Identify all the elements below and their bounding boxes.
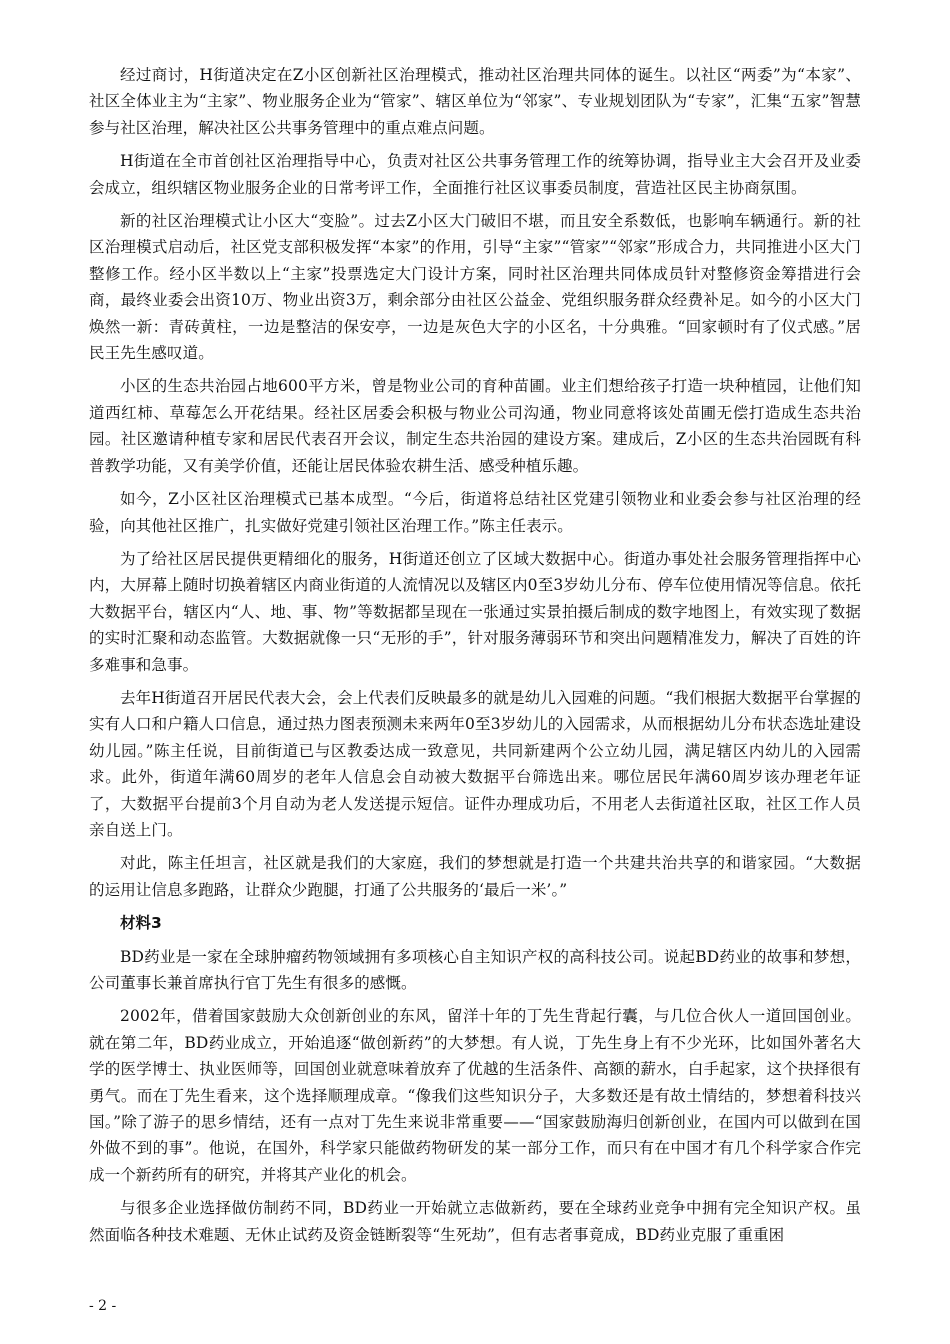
page-number: - 2 - — [89, 1298, 117, 1314]
paragraph: 对此，陈主任坦言，社区就是我们的大家庭，我们的梦想就是打造一个共建共治共享的和谐家园。“大数据的运用让信息多跑路，让群众少跑腿，打通了公共服务的‘最后一米’。” — [89, 854, 861, 899]
document-body — [89, 62, 861, 1255]
paragraph: 去年H街道召开居民代表大会，会上代表们反映最多的就是幼儿入园难的问题。“我们根据大数据平台掌握的实有人口和户籍人口信息，通过热力图表预测未来两年0至3岁幼儿的入园需求，从而根据幼儿分布状态选址建设幼儿园。”陈主任说，目前街道已与区教委达成一致意见，共同新建两个公立幼儿园，满足辖区内幼儿的入园需求。此外，街道年满60周岁的老年人信息会自动被大数据平台筛选出来。哪位居民年满60周岁该办理老年证了，大数据平台提前3个月自动为老人发送提示短信。证件办理成功后，不用老人去街道社区取，社区工作人员亲自送上门。 — [89, 688, 861, 839]
paragraph: H街道在全市首创社区治理指导中心，负责对社区公共事务管理工作的统筹协调，指导业主大会召开及业委会成立，组织辖区物业服务企业的日常考评工作，全面推行社区议事委员制度，营造社区民主协商氛围。 — [89, 152, 861, 197]
section-title: 材料3 — [120, 914, 162, 933]
paragraph: 与很多企业选择做仿制药不同，BD药业一开始就立志做新药，要在全球药业竞争中拥有完全知识产权。虽然面临各种技术难题、无休止试药及资金链断裂等“生死劫”，但有志者事竟成，BD药业克服了重重困 — [89, 1199, 861, 1244]
paragraph: 为了给社区居民提供更精细化的服务，H街道还创立了区域大数据中心。街道办事处社会服务管理指挥中心内，大屏幕上随时切换着辖区内商业街道的人流情况以及辖区内0至3岁幼儿分布、停车位使用情况等信息。依托大数据平台，辖区内“人、地、事、物”等数据都呈现在一张通过实景拍摄后制成的数字地图上，有效实现了数据的实时汇聚和动态监管。大数据就像一只“无形的手”，针对服务薄弱环节和突出问题精准发力，解决了百姓的许多难事和急事。 — [89, 549, 861, 674]
paragraph: 小区的生态共治园占地600平方米，曾是物业公司的育种苗圃。业主们想给孩子打造一块种植园，让他们知道西红柿、草莓怎么开花结果。经社区居委会积极与物业公司沟通，物业同意将该处苗圃无偿打造成生态共治园。社区邀请种植专家和居民代表召开会议，制定生态共治园的建设方案。建成后，Z小区的生态共治园既有科普教学功能，又有美学价值，还能让居民体验农耕生活、感受种植乐趣。 — [89, 377, 861, 475]
paragraph: 新的社区治理模式让小区大“变脸”。过去Z小区大门破旧不堪，而且安全系数低，也影响车辆通行。新的社区治理模式启动后，社区党支部积极发挥“本家”的作用，引导“主家”“管家”“邻家”形成合力，共同推进小区大门整修工作。经小区半数以上“主家”投票选定大门设计方案，同时社区治理共同体成员针对整修资金筹措进行会商，最终业委会出资10万、物业出资3万，剩余部分由社区公益金、党组织服务群众经费补足。如今的小区大门焕然一新：青砖黄柱，一边是整洁的保安亭，一边是灰色大字的小区名，十分典雅。“回家顿时有了仪式感。”居民王先生感叹道。 — [89, 212, 861, 363]
paragraph: BD药业是一家在全球肿瘤药物领域拥有多项核心自主知识产权的高科技公司。说起BD药业的故事和梦想，公司董事长兼首席执行官丁先生有很多的感慨。 — [89, 947, 861, 992]
paragraph: 2002年，借着国家鼓励大众创新创业的东风，留洋十年的丁先生背起行囊，与几位合伙人一道回国创业。就在第二年，BD药业成立，开始追逐“做创新药”的大梦想。有人说，丁先生身上有不少光环，比如国外著名大学的医学博士、执业医师等，回国创业就意味着放弃了优越的生活条件、高额的薪水，白手起家，这个抉择很有勇气。而在丁先生看来，这个选择顺理成章。“像我们这些知识分子，大多数还是有故土情结的，梦想着科技兴国。”除了游子的思乡情结，还有一点对丁先生来说非常重要——“国家鼓励海归创新创业，在国内可以做到在国外做不到的事”。他说，在国外，科学家只能做药物研发的某一部分工作，而只有在中国才有几个科学家合作完成一个新药所有的研究，并将其产业化的机会。 — [89, 1007, 861, 1184]
paragraph: 如今，Z小区社区治理模式已基本成型。“今后，街道将总结社区党建引领物业和业委会参与社区治理的经验，向其他社区推广，扎实做好党建引领社区治理工作。”陈主任表示。 — [89, 490, 861, 535]
paragraph: 经过商讨，H街道决定在Z小区创新社区治理模式，推动社区治理共同体的诞生。以社区“两委”为“本家”、社区全体业主为“主家”、物业服务企业为“管家”、辖区单位为“邻家”、专业规划团队为“专家”，汇集“五家”智慧参与社区治理，解决社区公共事务管理中的重点难点问题。 — [89, 66, 861, 137]
